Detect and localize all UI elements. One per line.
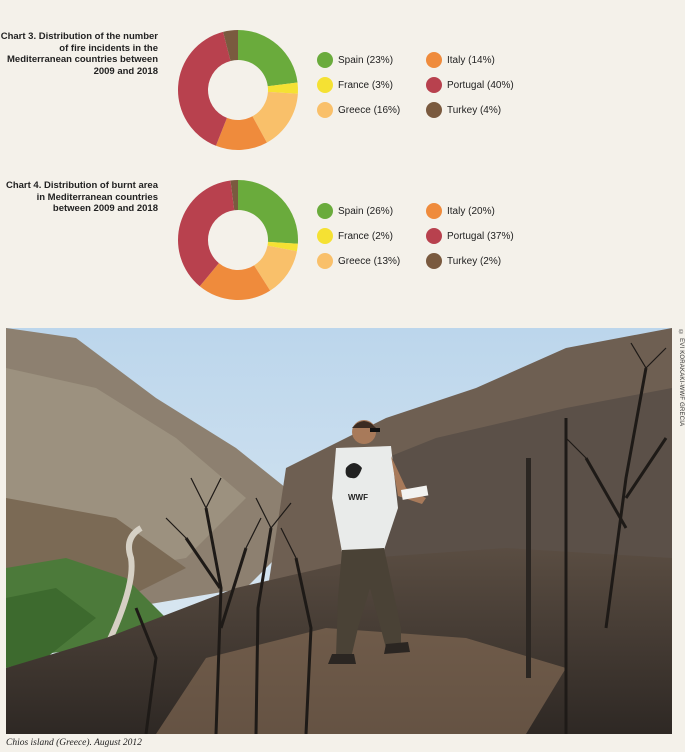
chart-4-legend xyxy=(317,203,577,273)
legend-label: France (3%) xyxy=(338,79,394,91)
legend-label: Turkey (2%) xyxy=(447,255,502,267)
legend-swatch xyxy=(317,52,333,68)
legend-swatch xyxy=(426,77,442,93)
legend-swatch xyxy=(426,203,442,219)
legend-item-portugal xyxy=(426,228,514,244)
legend-swatch xyxy=(317,77,333,93)
legend-item-greece xyxy=(317,102,400,118)
photo-burnt-hillside xyxy=(6,328,672,734)
legend-swatch xyxy=(317,228,333,244)
legend-label: Italy (14%) xyxy=(447,54,495,66)
legend-item-turkey xyxy=(426,102,501,118)
chart-3-title: Chart 3. Distribution of the number of fire incidents in the Mediterranean countries between 2009 and 2018 xyxy=(0,31,158,77)
shirt-logo-text: WWF xyxy=(348,493,368,502)
legend-item-france xyxy=(317,228,393,244)
slice-spain xyxy=(238,180,298,244)
legend-label: Italy (20%) xyxy=(447,205,495,217)
legend-item-greece xyxy=(317,253,400,269)
photo-illustration xyxy=(6,328,672,734)
legend-swatch xyxy=(426,102,442,118)
legend-swatch xyxy=(426,253,442,269)
photo-credit: © EVI KORAKAKI-WWF GRECIA xyxy=(678,330,684,427)
chart-4-title: Chart 4. Distribution of burnt area in Mediterranean countries between 2009 and 2018 xyxy=(5,180,158,214)
legend-label: Greece (13%) xyxy=(338,255,401,267)
legend-swatch xyxy=(317,253,333,269)
legend-item-france xyxy=(317,77,393,93)
legend-swatch xyxy=(317,203,333,219)
legend-swatch xyxy=(426,228,442,244)
legend-label: Spain (23%) xyxy=(338,54,394,66)
legend-swatch xyxy=(426,52,442,68)
photo-caption: Chios island (Greece). August 2012 xyxy=(6,738,142,748)
legend-item-spain xyxy=(317,203,393,219)
legend-label: Greece (16%) xyxy=(338,104,401,116)
slice-spain xyxy=(238,30,298,86)
legend-label: Portugal (40%) xyxy=(447,79,514,91)
slice-portugal xyxy=(178,32,231,146)
legend-label: France (2%) xyxy=(338,230,394,242)
legend-item-portugal xyxy=(426,77,514,93)
legend-item-spain xyxy=(317,52,393,68)
legend-label: Spain (26%) xyxy=(338,205,394,217)
legend-label: Portugal (37%) xyxy=(447,230,514,242)
chart-3-donut xyxy=(176,28,300,152)
legend-swatch xyxy=(317,102,333,118)
legend-label: Turkey (4%) xyxy=(447,104,502,116)
legend-item-italy xyxy=(426,52,495,68)
chart-3-legend xyxy=(317,52,577,122)
chart-4-donut xyxy=(176,178,300,302)
legend-item-turkey xyxy=(426,253,501,269)
legend-item-italy xyxy=(426,203,495,219)
